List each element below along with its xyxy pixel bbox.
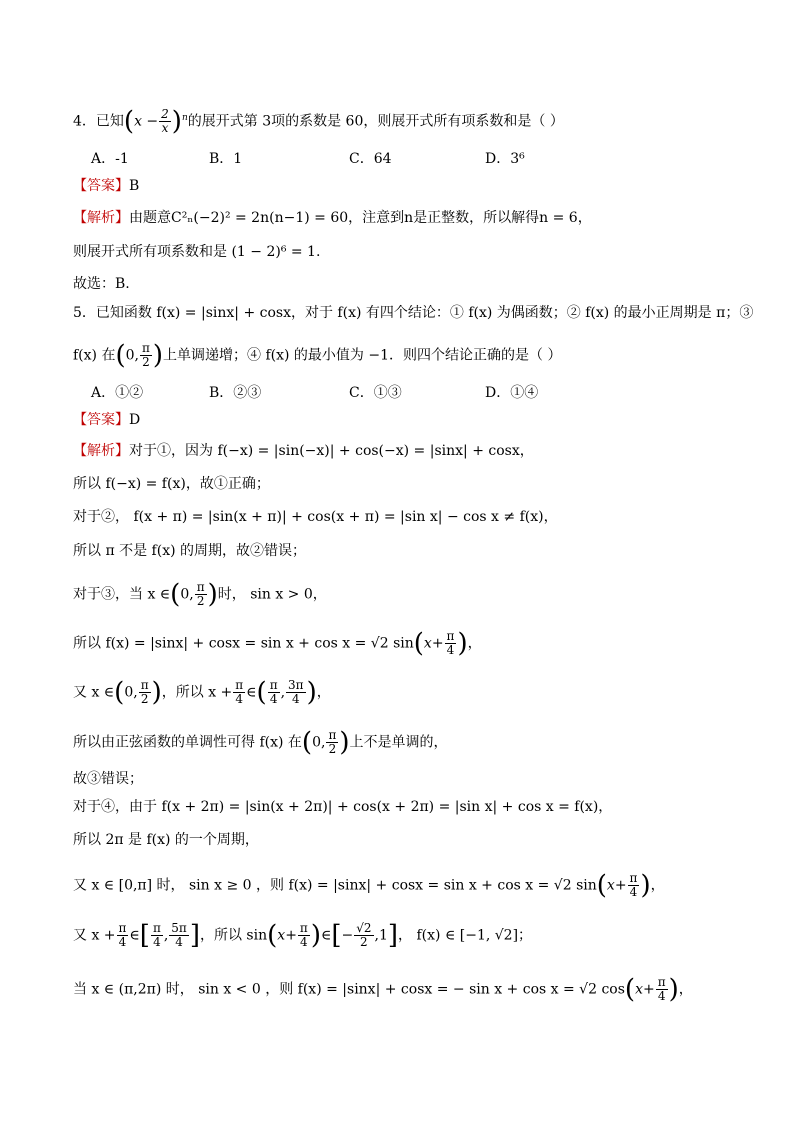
q4-option-b: B．1	[209, 151, 243, 167]
q5-analysis-line-3: 对于②， f(x + π) = |sin(x + π)| + cos(x + π) = |sin x| − cos x ≠ f(x)，	[73, 509, 558, 525]
q5-analysis-line-7: 又 x ∈(0, $\frac{\pi}{2}$ )，所以 x + $\frac{\pi}{4}$ ∈( $\frac{\pi}{4}$ , $\frac{3\pi}{4}$ )，	[73, 677, 331, 708]
q4-option-a: A．-1	[91, 151, 129, 167]
analysis-tag: 【解析】	[73, 210, 129, 226]
q4-option-d: D．3⁶	[485, 151, 525, 167]
q5-analysis-line-5: 对于③，当 x ∈(0, $\frac{\pi}{2}$ )时， sin x > 0，	[73, 579, 327, 610]
q5-analysis-line-13: 又 x + $\frac{\pi}{4}$ ∈[ $\frac{\pi}{4}$ , $\frac{5\pi}{4}$ ]，所以 sin(x+ $\frac{\pi}{4}$ )∈[− $\frac{√2}{2}$ ,1]， f(x) ∈ [−1, √2]；	[73, 920, 533, 951]
q5-option-d: D．①④	[485, 385, 539, 401]
q4-stem: 4．已知(x − $\frac{2}{x}$ )$^n$的展开式第 3项的系数是 60，则展开式所有项系数和是（ ）	[73, 106, 564, 137]
q4-fraction: $\frac{2}{x}$	[161, 107, 169, 136]
q5-option-c: C．①③	[349, 385, 402, 401]
q4-option-c: C．64	[349, 151, 392, 167]
q5-analysis-line-9: 故③错误；	[73, 771, 143, 787]
answer-value: D	[129, 412, 141, 428]
q5-option-b: B．②③	[209, 385, 262, 401]
answer-tag: 【答案】	[73, 412, 129, 428]
answer-value: B	[129, 178, 140, 194]
q5-analysis-line-14: 当 x ∈ (π,2π) 时， sin x < 0 ，则 f(x) = |sinx| + cosx = − sin x + cos x = √2 cos(x+ $\frac{\pi}{4}$ )，	[73, 974, 693, 1005]
q5-analysis-line-8: 所以由正弦函数的单调性可得 f(x) 在(0, $\frac{\pi}{2}$ )上不是单调的，	[73, 727, 448, 758]
q5-option-a: A．①②	[91, 385, 144, 401]
q5-analysis-line-10: 对于④，由于 f(x + 2π) = |sin(x + 2π)| + cos(x + 2π) = |sin x| + cos x = f(x)，	[73, 799, 613, 815]
q4-stem-text: 的展开式第 3项的系数是 60，则展开式所有项系数和是（ ）	[187, 113, 564, 130]
q5-answer	[73, 410, 140, 430]
q5-analysis-line-1: 【解析】对于①，因为 f(−x) = |sin(−x)| + cos(−x) = |sinx| + cosx，	[73, 443, 534, 459]
analysis-tag: 【解析】	[73, 443, 129, 459]
answer-tag: 【答案】	[73, 178, 129, 194]
q5-analysis-line-12: 又 x ∈ [0,π] 时， sin x ≥ 0 ，则 f(x) = |sinx| + cosx = sin x + cos x = √2 sin(x+ $\frac{\pi}{4}$ )，	[73, 870, 665, 901]
q4-exponent: n	[181, 113, 188, 123]
q5-stem-line-1: 5．已知函数 f(x) = |sinx| + cosx，对于 f(x) 有四个结论：① f(x) 为偶函数；② f(x) 的最小正周期是 π；③	[73, 305, 754, 321]
q4-analysis-line-3: 故选：B.	[73, 276, 130, 292]
q4-expr: x −	[134, 113, 159, 130]
q4-number: 4．已知	[73, 113, 124, 130]
q4-answer	[73, 176, 139, 196]
q4-analysis-line-2: 则展开式所有项系数和是 (1 − 2)⁶ = 1.	[73, 244, 321, 260]
q5-analysis-line-4: 所以 π 不是 f(x) 的周期，故②错误；	[73, 543, 307, 559]
q5-stem-line-2: f(x) 在(0, $\frac{\pi}{2}$ )上单调递增；④ f(x) 的最小值为 −1．则四个结论正确的是（ ）	[73, 340, 562, 371]
q5-analysis-line-2: 所以 f(−x) = f(x)，故①正确；	[73, 476, 270, 492]
q5-analysis-line-6: 所以 f(x) = |sinx| + cosx = sin x + cos x = √2 sin(x+ $\frac{\pi}{4}$ )，	[73, 628, 482, 659]
q4-analysis-line-1: 【解析】由题意C²ₙ(−2)² = 2n(n−1) = 60，注意到n是正整数，所以解得n = 6，	[73, 210, 592, 226]
q5-analysis-line-11: 所以 2π 是 f(x) 的一个周期，	[73, 832, 259, 848]
